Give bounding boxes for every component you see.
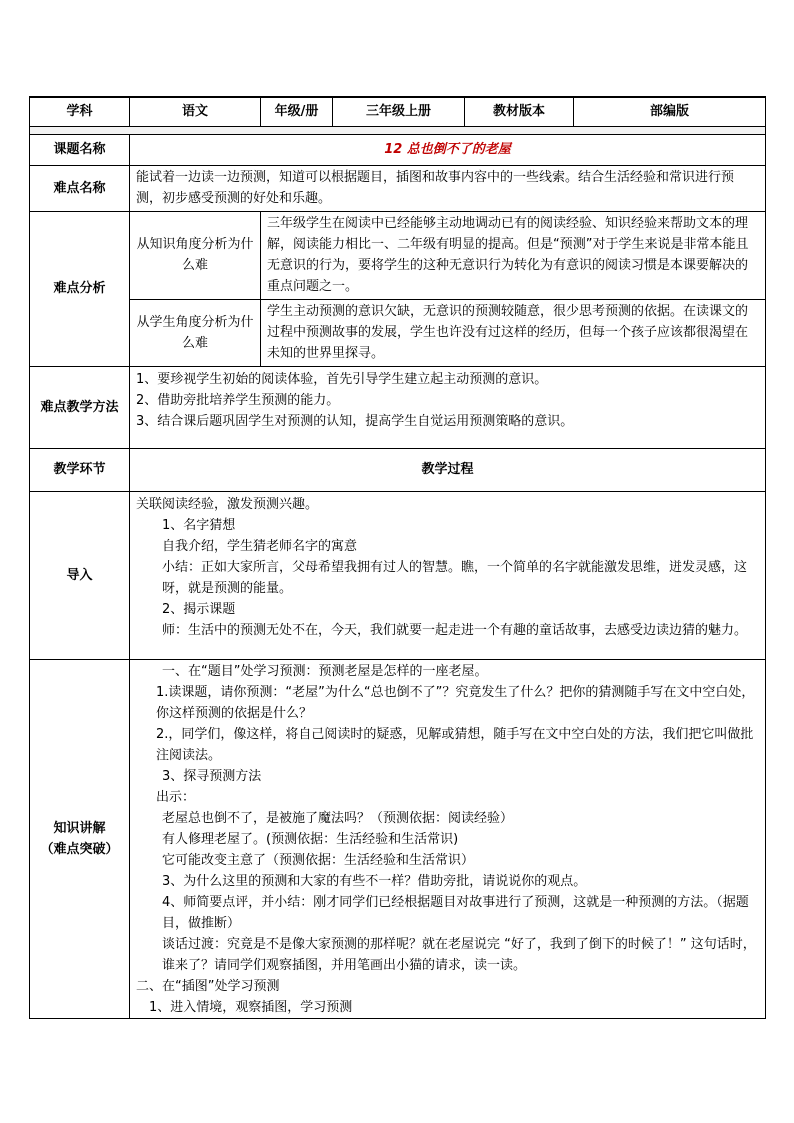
difficulty-row: [30, 165, 766, 211]
knowledge-angle-text: 三年级学生在阅读中已经能够主动地调动已有的阅读经验、知识经验来帮助文本的理解，阅读能力相比一、二年级有明显的提高。但是“预测”对于学生来说是非常本能且无意识的行为，要将学生的这种无意识行为转化为有意识的阅读习惯是本课要解决的重点问题之一。: [261, 211, 766, 299]
analysis-knowledge-row: [30, 211, 766, 299]
knowledge-row: [30, 659, 766, 1018]
knowledge-line: 2.，同学们，像这样，将自己阅读时的疑惑，见解或猜想，随手写在文中空白处的方法，我们把它叫做批注阅读法。: [156, 726, 754, 763]
lesson-label: 课题名称: [30, 134, 130, 165]
student-angle-text: 学生主动预测的意识欠缺，无意识的预测较随意，很少思考预测的依据。在读课文的过程中预测故事的发展，学生也许没有过这样的经历，但每一个孩子应该都很渴望在未知的世界里探寻。: [261, 299, 766, 366]
knowledge-line: 一、在“题目”处学习预测：预测老屋是怎样的一座老屋。: [162, 663, 488, 679]
method-row: [30, 366, 766, 448]
method-label: 难点教学方法: [30, 366, 130, 448]
knowledge-label-line1: 知识讲解: [53, 820, 106, 836]
knowledge-angle-label: 从知识角度分析为什么难: [130, 211, 261, 299]
intro-line: 小结：正如大家所言，父母希望我拥有过人的智慧。瞧，一个简单的名字就能激发思维，迸发灵感，这呀，就是预测的能量。: [162, 559, 748, 596]
analysis-label: 难点分析: [30, 211, 130, 366]
edition-value: 部编版: [574, 97, 766, 126]
student-angle-label: 从学生角度分析为什么难: [130, 299, 261, 366]
intro-line: 师：生活中的预测无处不在，今天，我们就要一起走进一个有趣的童话故事，去感受边读边猜的魅力。: [162, 622, 748, 638]
intro-label: 导入: [30, 491, 130, 659]
difficulty-text: 能试着一边读一边预测，知道可以根据题目，插图和故事内容中的一些线索。结合生活经验和常识进行预测，初步感受预测的好处和乐趣。: [130, 165, 766, 211]
knowledge-line: 有人修理老屋了。(预测依据：生活经验和生活常识): [162, 831, 459, 847]
knowledge-line: 1、进入情境，观察插图，学习预测: [149, 999, 353, 1015]
knowledge-line: 3、为什么这里的预测和大家的有些不一样？借助旁批，请说说你的观点。: [162, 873, 587, 889]
grade-value: 三年级上册: [333, 97, 465, 126]
knowledge-line: 它可能改变主意了（预测依据：生活经验和生活常识）: [162, 852, 475, 868]
knowledge-line: 老屋总也倒不了，是被施了魔法吗？（预测依据：阅读经验）: [162, 810, 514, 826]
header-row: [30, 97, 766, 126]
grade-label: 年级/册: [261, 97, 333, 126]
knowledge-line: 4、师简要点评，并小结：刚才同学们已经根据题目对故事进行了预测，这就是一种预测的方法。（据题目，做推断）: [162, 894, 749, 931]
process-header-row: [30, 448, 766, 491]
method-list: [130, 366, 766, 448]
edition-label: 教材版本: [465, 97, 574, 126]
method-item: 3、结合课后题巩固学生对预测的认知，提高学生自觉运用预测策略的意识。: [136, 413, 574, 429]
intro-row: [30, 491, 766, 659]
subject-value: 语文: [130, 97, 261, 126]
knowledge-line: 谈话过渡：究竟是不是像大家预测的那样呢？就在老屋说完 “好了，我到了倒下的时候了！” 这句话时，谁来了？请同学们观察插图，并用笔画出小猫的请求，读一读。: [162, 936, 756, 973]
stage-label: 教学环节: [30, 448, 130, 491]
intro-content: [130, 491, 766, 659]
knowledge-line: 出示：: [156, 789, 196, 805]
lesson-plan: [29, 96, 765, 1019]
lesson-title: 12 总也倒不了的老屋: [130, 134, 766, 165]
difficulty-label: 难点名称: [30, 165, 130, 211]
intro-line: 自我介绍，学生猜老师名字的寓意: [162, 538, 358, 554]
spacer-row: [30, 126, 766, 134]
knowledge-content: [130, 659, 766, 1018]
intro-line: 2、揭示课题: [162, 601, 236, 617]
knowledge-line: 1.读课题，请你预测：“老屋”为什么“总也倒不了”？究竟发生了什么？把你的猜测随手写在文中空白处，你这样预测的依据是什么？: [156, 684, 755, 721]
analysis-student-row: [30, 299, 766, 366]
lesson-plan-table: [29, 96, 766, 1019]
process-label: 教学过程: [130, 448, 766, 491]
knowledge-line: 3、探寻预测方法: [162, 768, 262, 784]
intro-line: 关联阅读经验，激发预测兴趣。: [136, 496, 319, 512]
knowledge-line: 二、在“插图”处学习预测: [136, 978, 280, 994]
method-item: 2、借助旁批培养学生预测的能力。: [136, 392, 340, 408]
lesson-title-row: [30, 134, 766, 165]
knowledge-label-line2: （难点突破）: [40, 841, 119, 857]
subject-label: 学科: [30, 97, 130, 126]
knowledge-label: [30, 659, 130, 1018]
intro-line: 1、名字猜想: [162, 517, 236, 533]
method-item: 1、要珍视学生初始的阅读体验，首先引导学生建立起主动预测的意识。: [136, 371, 548, 387]
